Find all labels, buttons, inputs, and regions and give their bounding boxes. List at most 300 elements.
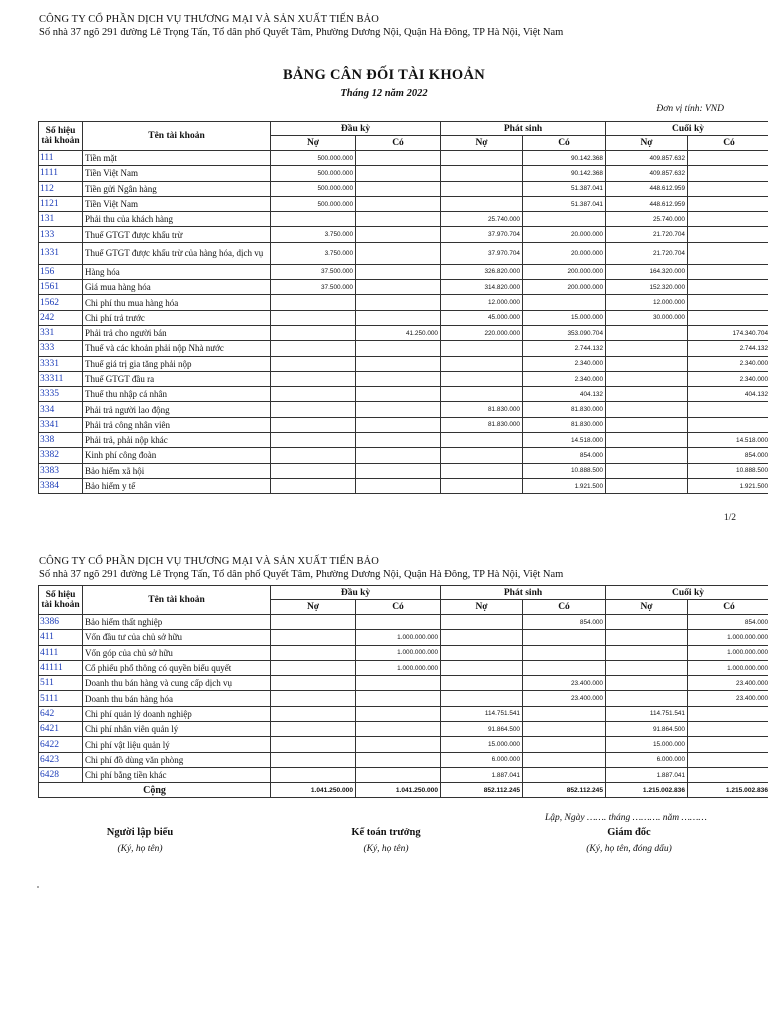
table-row [39,660,768,675]
movement-credit [523,722,606,737]
movement-debit: 114.751.541 [441,706,523,721]
account-code: 131 [39,212,83,227]
movement-credit: 2.340.000 [523,356,606,371]
closing-debit: 91.864.500 [606,722,688,737]
opening-credit [356,151,441,166]
closing-debit: 6.000.000 [606,752,688,767]
account-name: Thuế và các khoản phải nộp Nhà nước [83,341,271,356]
closing-credit: 23.400.000 [688,691,768,706]
opening-debit: 500.000.000 [271,166,356,181]
closing-debit: 21.720.704 [606,227,688,242]
table-row [39,166,768,181]
movement-credit: 1.921.500 [523,478,606,493]
table-body-page-1 [39,151,768,494]
closing-debit [606,691,688,706]
opening-debit [271,433,356,448]
table-row [39,151,768,166]
account-name: Tiền gửi Ngân hàng [83,181,271,196]
opening-debit [271,737,356,752]
account-code: 3384 [39,478,83,493]
closing-debit [606,417,688,432]
table-row [39,280,768,295]
account-code: 6423 [39,752,83,767]
closing-debit [606,387,688,402]
opening-credit [356,737,441,752]
closing-debit: 21.720.704 [606,242,688,264]
account-code: 642 [39,706,83,721]
closing-credit: 1.000.000.000 [688,645,768,660]
opening-credit [356,706,441,721]
closing-credit: 404.132 [688,387,768,402]
header-closing: Cuối kỳ [606,122,768,136]
account-code: 3386 [39,615,83,630]
director-title: Giám đốc [607,827,651,838]
account-code: 111 [39,151,83,166]
total-movement-credit: 852.112.245 [523,783,606,798]
account-code: 338 [39,433,83,448]
header-opening-debit: Nợ [271,136,356,151]
closing-credit: 174.340.704 [688,325,768,340]
opening-credit [356,417,441,432]
movement-debit [441,151,523,166]
account-code: 156 [39,264,83,279]
opening-debit [271,645,356,660]
closing-debit [606,448,688,463]
account-name: Phải trả người lao động [83,402,271,417]
closing-debit: 164.320.000 [606,264,688,279]
header-movement-debit: Nợ [441,600,523,615]
closing-debit [606,615,688,630]
table-row [39,341,768,356]
table-row [39,402,768,417]
closing-credit [688,166,768,181]
movement-credit: 90.142.368 [523,166,606,181]
opening-credit [356,181,441,196]
account-name: Thuế giá trị gia tăng phải nộp [83,356,271,371]
header-movement: Phát sinh [441,586,606,600]
movement-credit [523,645,606,660]
opening-credit [356,310,441,325]
opening-credit [356,767,441,782]
closing-debit: 30.000.000 [606,310,688,325]
closing-credit [688,295,768,310]
account-name: Phải trả, phải nộp khác [83,433,271,448]
movement-credit: 20.000.000 [523,227,606,242]
opening-credit: 1.000.000.000 [356,630,441,645]
account-name: Vốn góp của chủ sở hữu [83,645,271,660]
opening-debit [271,615,356,630]
closing-credit: 1.000.000.000 [688,630,768,645]
account-name: Phải thu của khách hàng [83,212,271,227]
company-address: Số nhà 37 ngõ 291 đường Lê Trọng Tấn, Tổ dân phố Quyết Tâm, Phường Dương Nội, Quận Hà Đông, TP Hà Nội, Việt Nam [39,27,564,38]
opening-debit [271,325,356,340]
opening-credit [356,212,441,227]
closing-credit: 854.000 [688,448,768,463]
movement-credit: 23.400.000 [523,676,606,691]
account-name: Bảo hiểm thất nghiệp [83,615,271,630]
movement-debit [441,676,523,691]
opening-credit [356,371,441,386]
movement-credit: 20.000.000 [523,242,606,264]
closing-credit [688,227,768,242]
account-name: Bảo hiểm y tế [83,478,271,493]
header-closing: Cuối kỳ [606,586,768,600]
closing-debit [606,478,688,493]
movement-debit [441,478,523,493]
total-opening-credit: 1.041.250.000 [356,783,441,798]
opening-debit [271,722,356,737]
account-name: Doanh thu bán hàng hóa [83,691,271,706]
closing-debit [606,463,688,478]
table-row [39,387,768,402]
currency-unit: Đơn vị tính: VND [656,104,724,114]
company-name: CÔNG TY CỔ PHẦN DỊCH VỤ THƯƠNG MẠI VÀ SẢN XUẤT TIẾN BẢO [39,14,379,25]
table-row [39,691,768,706]
movement-credit: 2.744.132 [523,341,606,356]
table-row [39,417,768,432]
movement-debit [441,371,523,386]
closing-credit: 2.340.000 [688,371,768,386]
closing-credit [688,737,768,752]
opening-debit [271,212,356,227]
movement-credit: 854.000 [523,615,606,630]
opening-credit [356,264,441,279]
account-name: Phải trả cho người bán [83,325,271,340]
closing-debit: 152.320.000 [606,280,688,295]
opening-credit [356,752,441,767]
closing-debit [606,630,688,645]
opening-debit: 500.000.000 [271,181,356,196]
opening-credit: 1.000.000.000 [356,645,441,660]
opening-debit [271,660,356,675]
opening-debit [271,356,356,371]
report-period: Tháng 12 năm 2022 [340,88,428,99]
closing-debit: 409.857.632 [606,151,688,166]
header-opening: Đầu kỳ [271,122,441,136]
header-movement-credit: Có [523,600,606,615]
table-row [39,181,768,196]
movement-credit: 23.400.000 [523,691,606,706]
closing-debit: 448.612.959 [606,196,688,211]
account-code: 511 [39,676,83,691]
header-closing-credit: Có [688,136,768,151]
table-row [39,752,768,767]
movement-credit: 81.830.000 [523,417,606,432]
closing-credit [688,722,768,737]
accountant-hint: (Ký, họ tên) [363,844,409,854]
closing-credit [688,196,768,211]
trial-balance-table-page-1 [38,121,768,494]
closing-credit [688,212,768,227]
movement-debit [441,341,523,356]
movement-debit [441,645,523,660]
account-code: 6428 [39,767,83,782]
closing-debit: 25.740.000 [606,212,688,227]
opening-credit: 1.000.000.000 [356,660,441,675]
opening-credit [356,227,441,242]
closing-debit [606,645,688,660]
movement-credit: 854.000 [523,448,606,463]
trial-balance-table-page-2 [38,585,768,798]
closing-credit: 2.340.000 [688,356,768,371]
account-code: 1562 [39,295,83,310]
movement-debit: 15.000.000 [441,737,523,752]
table-row [39,615,768,630]
opening-credit [356,280,441,295]
opening-credit [356,295,441,310]
closing-credit: 14.518.000 [688,433,768,448]
movement-debit [441,356,523,371]
movement-credit: 353.090.704 [523,325,606,340]
movement-credit [523,767,606,782]
table-row [39,630,768,645]
movement-credit: 2.340.000 [523,371,606,386]
movement-credit [523,706,606,721]
movement-credit: 404.132 [523,387,606,402]
closing-credit [688,417,768,432]
header-movement: Phát sinh [441,122,606,136]
closing-debit: 1.887.041 [606,767,688,782]
account-code: 242 [39,310,83,325]
closing-credit: 1.921.500 [688,478,768,493]
header-opening-credit: Có [356,600,441,615]
movement-debit: 314.820.000 [441,280,523,295]
opening-debit [271,630,356,645]
closing-debit [606,371,688,386]
table-row [39,645,768,660]
table-row [39,433,768,448]
account-code: 4111 [39,645,83,660]
opening-credit [356,463,441,478]
opening-credit [356,196,441,211]
header-closing-debit: Nợ [606,600,688,615]
movement-credit: 51.387.041 [523,181,606,196]
closing-debit: 114.751.541 [606,706,688,721]
table-row [39,463,768,478]
opening-debit: 500.000.000 [271,196,356,211]
account-name: Chi phí thu mua hàng hóa [83,295,271,310]
movement-debit: 37.970.704 [441,242,523,264]
account-name: Tiền Việt Nam [83,196,271,211]
opening-credit [356,356,441,371]
closing-credit: 2.744.132 [688,341,768,356]
opening-credit [356,387,441,402]
movement-credit: 200.000.000 [523,264,606,279]
header-account-name: Tên tài khoản [83,586,271,615]
account-code: 6421 [39,722,83,737]
opening-debit [271,310,356,325]
opening-credit: 41.250.000 [356,325,441,340]
closing-credit [688,767,768,782]
movement-debit: 81.830.000 [441,417,523,432]
table-row [39,737,768,752]
opening-debit [271,295,356,310]
account-name: Giá mua hàng hóa [83,280,271,295]
movement-credit: 200.000.000 [523,280,606,295]
opening-credit [356,691,441,706]
opening-debit: 37.500.000 [271,280,356,295]
table-body-page-2 [39,615,768,783]
account-name: Phải trả công nhân viên [83,417,271,432]
account-name: Thuế GTGT được khấu trừ [83,227,271,242]
opening-debit: 37.500.000 [271,264,356,279]
opening-credit [356,448,441,463]
opening-debit [271,691,356,706]
account-name: Vốn đầu tư của chủ sở hữu [83,630,271,645]
closing-credit: 23.400.000 [688,676,768,691]
movement-debit [441,660,523,675]
preparer-hint: (Ký, họ tên) [117,844,163,854]
account-name: Doanh thu bán hàng và cung cấp dịch vụ [83,676,271,691]
account-name: Hàng hóa [83,264,271,279]
total-movement-debit: 852.112.245 [441,783,523,798]
closing-debit: 409.857.632 [606,166,688,181]
table-row [39,310,768,325]
closing-debit [606,433,688,448]
accountant-title: Kế toán trưởng [351,827,421,838]
movement-debit: 37.970.704 [441,227,523,242]
account-code: 3331 [39,356,83,371]
movement-debit [441,166,523,181]
account-code: 3382 [39,448,83,463]
header-movement-debit: Nợ [441,136,523,151]
opening-debit [271,478,356,493]
closing-debit [606,676,688,691]
account-code: 3341 [39,417,83,432]
account-name: Bảo hiểm xã hội [83,463,271,478]
signature-director [539,827,719,854]
opening-debit [271,706,356,721]
account-name: Chi phí vật liệu quản lý [83,737,271,752]
opening-credit [356,722,441,737]
closing-debit [606,341,688,356]
movement-credit [523,752,606,767]
movement-debit: 6.000.000 [441,752,523,767]
account-code: 5111 [39,691,83,706]
table-row [39,325,768,340]
director-hint: (Ký, họ tên, đóng dấu) [586,844,672,854]
account-name: Chi phí quản lý doanh nghiệp [83,706,271,721]
closing-debit [606,356,688,371]
account-code: 1331 [39,242,83,264]
movement-debit [441,615,523,630]
signature-date-line: Lập, Ngày ……. tháng ………. năm ……… [545,813,707,823]
page-number: 1/2 [723,513,736,523]
closing-credit: 1.000.000.000 [688,660,768,675]
opening-debit [271,387,356,402]
header-opening-credit: Có [356,136,441,151]
movement-credit: 14.518.000 [523,433,606,448]
account-name: Chi phí bằng tiền khác [83,767,271,782]
account-code: 3335 [39,387,83,402]
closing-credit [688,151,768,166]
account-code: 334 [39,402,83,417]
opening-debit [271,371,356,386]
table-row [39,478,768,493]
closing-credit [688,752,768,767]
account-name: Thuế thu nhập cá nhân [83,387,271,402]
closing-credit: 854.000 [688,615,768,630]
opening-credit [356,478,441,493]
opening-credit [356,676,441,691]
opening-debit: 3.750.000 [271,242,356,264]
opening-debit: 500.000.000 [271,151,356,166]
movement-credit: 90.142.368 [523,151,606,166]
table-row [39,264,768,279]
total-opening-debit: 1.041.250.000 [271,783,356,798]
company-name: CÔNG TY CỔ PHẦN DỊCH VỤ THƯƠNG MẠI VÀ SẢN XUẤT TIẾN BẢO [39,556,379,567]
total-label: Cộng [39,783,271,798]
signature-accountant [296,827,476,854]
header-account-name: Tên tài khoản [83,122,271,151]
opening-debit: 3.750.000 [271,227,356,242]
header-closing-credit: Có [688,600,768,615]
account-name: Kinh phí công đoàn [83,448,271,463]
opening-debit [271,752,356,767]
table-row [39,196,768,211]
account-name: Cổ phiếu phổ thông có quyền biểu quyết [83,660,271,675]
account-code: 1561 [39,280,83,295]
account-name: Chi phí đồ dùng văn phòng [83,752,271,767]
movement-credit: 15.000.000 [523,310,606,325]
movement-debit [441,691,523,706]
movement-credit [523,630,606,645]
closing-credit [688,706,768,721]
movement-debit: 220.000.000 [441,325,523,340]
opening-debit [271,676,356,691]
account-name: Thuế GTGT đầu ra [83,371,271,386]
total-row [39,783,768,798]
opening-debit [271,417,356,432]
movement-debit: 25.740.000 [441,212,523,227]
table-row [39,371,768,386]
account-name: Tiền Việt Nam [83,166,271,181]
account-code: 112 [39,181,83,196]
report-title: BẢNG CÂN ĐỐI TÀI KHOẢN [282,67,486,83]
header-opening: Đầu kỳ [271,586,441,600]
opening-debit [271,402,356,417]
scan-dot [37,886,39,888]
account-code: 331 [39,325,83,340]
opening-credit [356,242,441,264]
account-code: 33311 [39,371,83,386]
table-row [39,676,768,691]
table-row [39,242,768,264]
signature-preparer [50,827,230,854]
account-code: 41111 [39,660,83,675]
table-row [39,722,768,737]
opening-credit [356,166,441,181]
movement-credit: 10.888.500 [523,463,606,478]
closing-debit: 12.000.000 [606,295,688,310]
account-code: 1121 [39,196,83,211]
closing-debit [606,325,688,340]
opening-credit [356,433,441,448]
movement-debit [441,387,523,402]
movement-credit: 81.830.000 [523,402,606,417]
table-row [39,767,768,782]
opening-debit [271,463,356,478]
account-code: 1111 [39,166,83,181]
company-header-1 [39,13,563,39]
movement-debit: 81.830.000 [441,402,523,417]
table-row [39,448,768,463]
opening-debit [271,448,356,463]
total-closing-debit: 1.215.002.836 [606,783,688,798]
closing-debit: 448.612.959 [606,181,688,196]
closing-credit [688,310,768,325]
account-name: Chi phí trả trước [83,310,271,325]
